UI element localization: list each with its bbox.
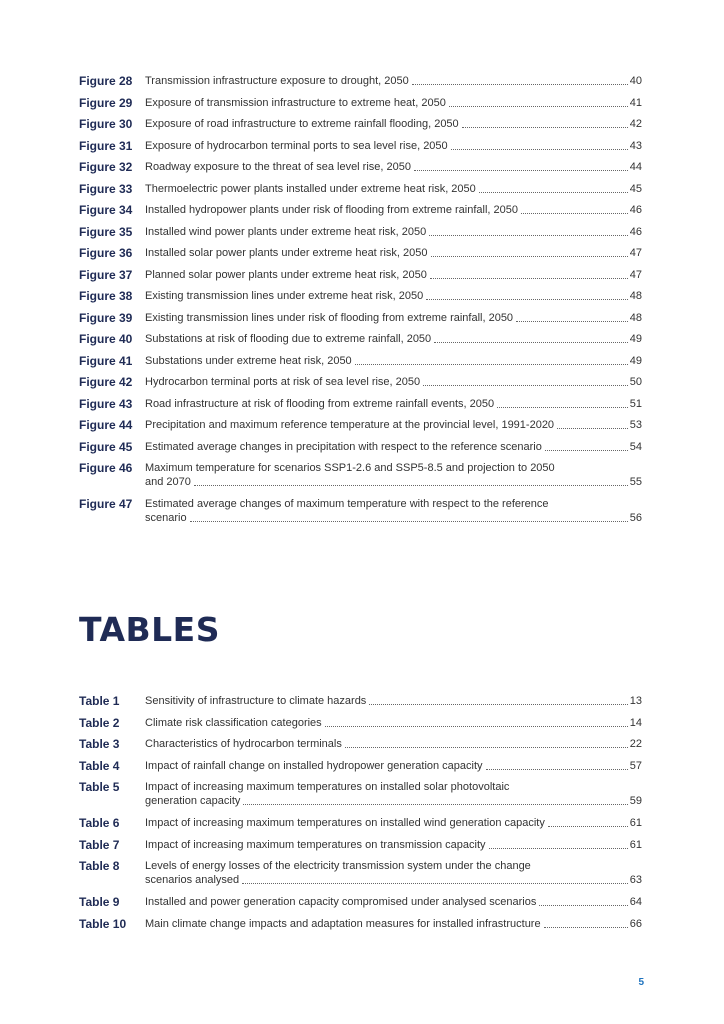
dot-leader <box>489 848 628 849</box>
entry-title: scenario <box>145 512 187 524</box>
entry-page-number: 47 <box>629 268 642 281</box>
entry-label: Table 7 <box>79 837 120 852</box>
entry-title: Substations under extreme heat risk, 2050 <box>145 354 352 367</box>
entry-page-number: 42 <box>629 118 642 130</box>
entry-title: Exposure of transmission infrastructure to extreme heat, 2050 <box>145 96 446 109</box>
entry-label: Figure 29 <box>79 95 133 110</box>
dot-leader <box>242 883 628 884</box>
entry-title: Impact of increasing maximum temperatures on transmission capacity <box>145 838 486 851</box>
entry-title: Impact of rainfall change on installed hydropower generation capacity <box>145 759 483 772</box>
entry-title: Installed and power generation capacity compromised under analysed scenarios <box>145 896 537 908</box>
entry-title: scenarios analysed <box>145 874 240 886</box>
entry-label: Figure 47 <box>79 497 133 511</box>
dot-leader <box>521 213 628 214</box>
entry-title: Impact of increasing maximum temperatures on installed solar photovoltaic <box>145 781 510 793</box>
entry-title: Main climate change impacts and adaptation measures for installed infrastructure <box>145 917 541 930</box>
dot-leader <box>426 299 628 300</box>
entry-label: Table 8 <box>79 859 120 873</box>
dot-leader <box>412 84 628 85</box>
entry-title: Exposure of road infrastructure to extreme rainfall flooding, 2050 <box>145 118 459 130</box>
entry-page-number: 61 <box>629 817 642 829</box>
entry-page-number: 22 <box>629 738 642 750</box>
entry-page-number: 40 <box>629 75 642 87</box>
entry-label: Figure 40 <box>79 332 133 346</box>
entry-page-number: 66 <box>629 917 642 930</box>
entry-title: Impact of increasing maximum temperatures on installed wind generation capacity <box>145 817 545 829</box>
entry-label: Table 3 <box>79 737 120 751</box>
tables-heading: TABLES <box>79 610 220 649</box>
dot-leader <box>194 485 628 486</box>
entry-label: Figure 41 <box>79 353 133 368</box>
entry-page-number: 43 <box>629 139 642 152</box>
dot-leader <box>539 905 627 906</box>
entry-page-number: 46 <box>629 204 642 216</box>
entry-title: Levels of energy losses of the electricity transmission system under the change <box>145 860 531 872</box>
entry-page-number: 54 <box>629 440 642 453</box>
entry-title: Estimated average changes of maximum temperature with respect to the reference <box>145 498 549 510</box>
dot-leader <box>190 521 628 522</box>
entry-page-number: 47 <box>629 247 642 259</box>
entry-title: and 2070 <box>145 476 191 488</box>
entry-label: Figure 44 <box>79 418 133 432</box>
dot-leader <box>325 726 628 727</box>
entry-page-number: 53 <box>629 419 642 431</box>
entry-page-number: 50 <box>629 376 642 388</box>
dot-leader <box>557 428 628 429</box>
dot-leader <box>429 235 627 236</box>
dot-leader <box>486 769 628 770</box>
dot-leader <box>423 385 628 386</box>
dot-leader <box>369 704 627 705</box>
entry-label: Table 1 <box>79 694 120 708</box>
entry-page-number: 49 <box>629 354 642 367</box>
dot-leader <box>243 804 627 805</box>
entry-title: Existing transmission lines under risk of flooding from extreme rainfall, 2050 <box>145 311 514 324</box>
entry-label: Figure 46 <box>79 461 133 475</box>
entry-label: Figure 38 <box>79 289 133 303</box>
entry-page-number: 51 <box>629 397 642 410</box>
entry-title: Installed wind power plants under extreme heat risk, 2050 <box>145 225 427 238</box>
entry-label: Figure 28 <box>79 74 133 88</box>
entry-label: Table 4 <box>79 758 120 773</box>
entry-title: Sensitivity of infrastructure to climate hazards <box>145 695 367 707</box>
entry-label: Table 2 <box>79 715 120 730</box>
entry-title: Hydrocarbon terminal ports at risk of sea level rise, 2050 <box>145 376 421 388</box>
entry-title: Climate risk classification categories <box>145 716 322 729</box>
entry-label: Table 10 <box>79 916 127 931</box>
entry-page-number: 64 <box>629 896 642 908</box>
entry-label: Figure 42 <box>79 375 133 389</box>
dot-leader <box>516 321 628 322</box>
entry-page-number: 55 <box>629 476 642 488</box>
entry-title: Substations at risk of flooding due to extreme rainfall, 2050 <box>145 333 432 345</box>
entry-title: Road infrastructure at risk of flooding from extreme rainfall events, 2050 <box>145 397 495 410</box>
dot-leader <box>430 278 628 279</box>
entry-title: Thermoelectric power plants installed under extreme heat risk, 2050 <box>145 182 476 195</box>
entry-label: Figure 30 <box>79 117 133 131</box>
entry-title: Planned solar power plants under extreme heat risk, 2050 <box>145 268 427 281</box>
dot-leader <box>345 747 628 748</box>
entry-label: Figure 32 <box>79 160 133 174</box>
entry-title: generation capacity <box>145 795 241 807</box>
entry-title: Estimated average changes in precipitation with respect to the reference scenario <box>145 440 542 453</box>
entry-title: Characteristics of hydrocarbon terminals <box>145 738 342 750</box>
entry-title: Roadway exposure to the threat of sea level rise, 2050 <box>145 161 411 173</box>
entry-page-number: 14 <box>629 716 642 729</box>
entry-label: Figure 33 <box>79 181 133 196</box>
entry-label: Table 9 <box>79 895 120 909</box>
entry-page-number: 49 <box>629 333 642 345</box>
entry-page-number: 48 <box>629 311 642 324</box>
entry-label: Figure 36 <box>79 246 133 260</box>
dot-leader <box>548 826 628 827</box>
entry-page-number: 41 <box>629 96 642 109</box>
dot-leader <box>451 149 628 150</box>
dot-leader <box>355 364 628 365</box>
entry-label: Figure 39 <box>79 310 133 325</box>
entry-page-number: 56 <box>629 512 642 524</box>
entry-label: Figure 35 <box>79 224 133 239</box>
entry-page-number: 46 <box>629 225 642 238</box>
dot-leader <box>414 170 628 171</box>
dot-leader <box>544 927 628 928</box>
entry-label: Table 6 <box>79 816 120 830</box>
entry-label: Figure 37 <box>79 267 133 282</box>
dot-leader <box>434 342 628 343</box>
entry-label: Figure 31 <box>79 138 133 153</box>
entry-label: Figure 34 <box>79 203 133 217</box>
entry-title: Exposure of hydrocarbon terminal ports to sea level rise, 2050 <box>145 139 448 152</box>
entry-page-number: 61 <box>629 838 642 851</box>
entry-title: Precipitation and maximum reference temperature at the provincial level, 1991-2020 <box>145 419 555 431</box>
entry-label: Table 5 <box>79 780 120 794</box>
dot-leader <box>431 256 628 257</box>
entry-page-number: 13 <box>629 695 642 707</box>
entry-page-number: 57 <box>629 759 642 772</box>
entry-page-number: 45 <box>629 182 642 195</box>
dot-leader <box>462 127 628 128</box>
page-number: 5 <box>638 977 644 988</box>
entry-page-number: 48 <box>629 290 642 302</box>
entry-title: Installed solar power plants under extreme heat risk, 2050 <box>145 247 428 259</box>
entry-label: Figure 43 <box>79 396 133 411</box>
entry-title: Maximum temperature for scenarios SSP1-2.6 and SSP5-8.5 and projection to 2050 <box>145 462 555 474</box>
entry-page-number: 59 <box>629 795 642 807</box>
entry-label: Figure 45 <box>79 439 133 454</box>
entry-title: Transmission infrastructure exposure to drought, 2050 <box>145 75 409 87</box>
entry-page-number: 44 <box>629 161 642 173</box>
dot-leader <box>545 450 628 451</box>
entry-title: Existing transmission lines under extreme heat risk, 2050 <box>145 290 424 302</box>
dot-leader <box>449 106 628 107</box>
entry-title: Installed hydropower plants under risk of flooding from extreme rainfall, 2050 <box>145 204 518 216</box>
entry-page-number: 63 <box>629 874 642 886</box>
dot-leader <box>479 192 628 193</box>
dot-leader <box>497 407 628 408</box>
